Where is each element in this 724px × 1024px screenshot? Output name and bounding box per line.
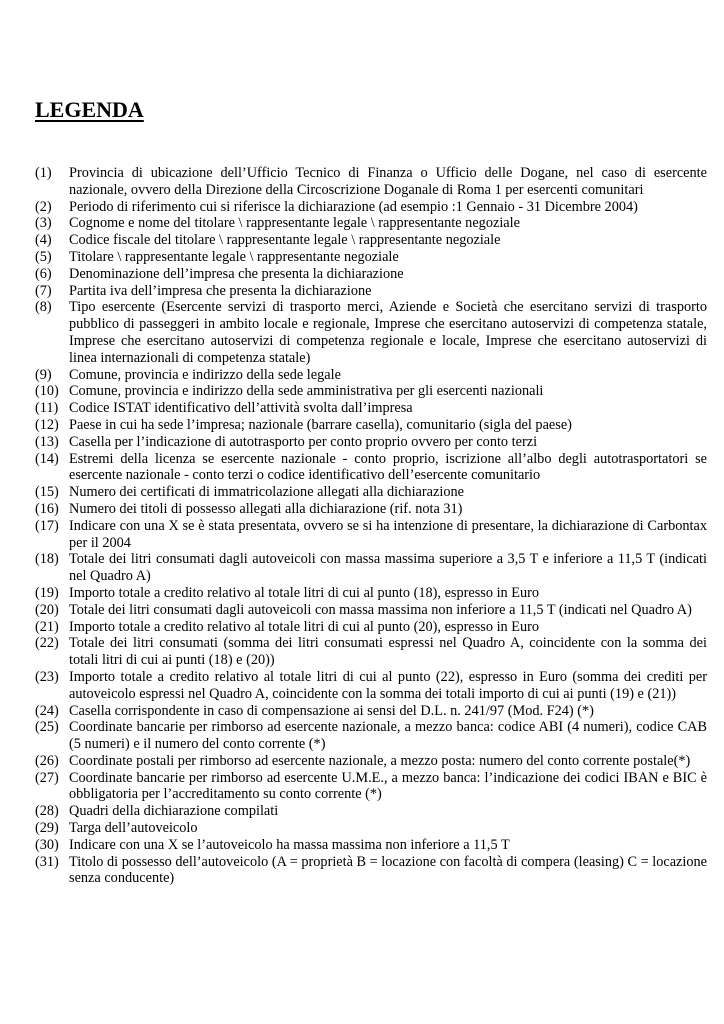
legend-item-text: Casella corrispondente in caso di compensazione ai sensi del D.L. n. 241/97 (Mod. F24) (*) [69, 702, 594, 719]
legend-item-text: Totale dei litri consumati dagli autoveicoli con massa massima non inferiore a 11,5 T (indicati nel Quadro A) [69, 601, 692, 618]
legend-item [35, 400, 707, 417]
legend-item [35, 417, 707, 434]
legend-item-number: (11) [35, 400, 59, 417]
legend-item-number: (29) [35, 820, 59, 837]
legend-item [35, 451, 707, 485]
legend-item-number: (25) [35, 719, 59, 736]
legend-item-text: Importo totale a credito relativo al totale litri di cui al punto (20), espresso in Euro [69, 618, 540, 635]
legend-item-text: Codice fiscale del titolare \ rappresentante legale \ rappresentante negoziale [69, 232, 501, 249]
legend-item [35, 484, 707, 501]
legend-item-number: (14) [35, 450, 59, 467]
legend-item-number: (24) [35, 702, 59, 719]
legend-item-number: (19) [35, 584, 59, 601]
legend-item [35, 635, 707, 669]
legend-item-number: (3) [35, 215, 52, 232]
legend-item [35, 585, 707, 602]
legend-item-text: Provincia di ubicazione dell’Ufficio Tecnico di Finanza o Ufficio delle Dogane, nel caso di esercente nazionale, ovvero della Direzione della Circoscrizione Doganale di Roma 1 per esercenti comunitari [69, 165, 707, 198]
legend-item-text: Titolare \ rappresentante legale \ rappresentante negoziale [69, 248, 399, 265]
legend-item [35, 215, 707, 232]
legend-item-number: (30) [35, 836, 59, 853]
legend-item-text: Estremi della licenza se esercente nazionale - conto proprio, iscrizione all’albo degli autotrasportatori se esercente nazionale - conto terzi o codice identificativo dell’esercente comunitario [69, 450, 707, 484]
legend-item [35, 602, 707, 619]
legend-item [35, 165, 707, 199]
legend-item-text: Comune, provincia e indirizzo della sede legale [69, 366, 341, 383]
legend-item-text: Codice ISTAT identificativo dell’attività svolta dall’impresa [69, 400, 413, 417]
legend-item-number: (16) [35, 500, 59, 517]
legend-item-number: (6) [35, 265, 52, 282]
legend-item-text: Coordinate bancarie per rimborso ad esercente nazionale, a mezzo banca: codice ABI (4 numeri), codice CAB (5 numeri) e il numero del conto corrente (*) [69, 719, 707, 753]
legend-item-text: Periodo di riferimento cui si riferisce la dichiarazione (ad esempio :1 Gennaio - 31 Dicembre 2004) [69, 198, 638, 215]
legend-item [35, 669, 707, 703]
legend-item-number: (23) [35, 668, 59, 685]
legend-item [35, 803, 707, 820]
legend-item-text: Comune, provincia e indirizzo della sede amministrativa per gli esercenti nazionali [69, 383, 544, 400]
legend-item-number: (22) [35, 635, 59, 652]
legend-item-number: (28) [35, 803, 59, 820]
legend-item-text: Paese in cui ha sede l’impresa; nazionale (barrare casella), comunitario (sigla del paese) [69, 416, 572, 433]
legend-item [35, 232, 707, 249]
legend-item [35, 434, 707, 451]
legend-item-number: (26) [35, 752, 59, 769]
legend-item-number: (17) [35, 517, 59, 534]
legend-item-number: (2) [35, 198, 52, 215]
legend-item [35, 501, 707, 518]
legend-item-number: (9) [35, 366, 52, 383]
legend-item-text: Coordinate bancarie per rimborso ad esercente U.M.E., a mezzo banca: l’indicazione dei codici IBAN e BIC è obbligatoria per l’accreditamento su conto corrente (*) [69, 769, 707, 803]
legend-item [35, 199, 707, 216]
legend-item [35, 518, 707, 552]
legend-item-number: (18) [35, 551, 59, 568]
legend-item [35, 299, 707, 366]
legend-item-text: Coordinate postali per rimborso ad esercente nazionale, a mezzo posta: numero del conto corrente postale(*) [69, 752, 691, 769]
legend-item-number: (12) [35, 416, 59, 433]
legend-item [35, 551, 707, 585]
legend-item-text: Titolo di possesso dell’autoveicolo (A = proprietà B = locazione con facoltà di compera (leasing) C = locazione senza conducente) [69, 853, 707, 887]
legend-item [35, 719, 707, 753]
legend-item [35, 283, 707, 300]
legend-item-number: (1) [35, 165, 52, 181]
legend-item [35, 770, 707, 804]
legend-item-text: Partita iva dell’impresa che presenta la dichiarazione [69, 282, 372, 299]
legend-item-number: (10) [35, 383, 59, 400]
legend-item-number: (20) [35, 601, 59, 618]
legend-item [35, 753, 707, 770]
legend-list [35, 165, 707, 887]
legend-item-text: Targa dell’autoveicolo [69, 820, 198, 837]
legend-item-text: Denominazione dell’impresa che presenta la dichiarazione [69, 265, 404, 282]
legend-item-number: (13) [35, 433, 59, 450]
legend-item [35, 703, 707, 720]
legend-item-text: Indicare con una X se l’autoveicolo ha massa massima non inferiore a 11,5 T [69, 836, 510, 853]
legend-item-number: (7) [35, 282, 52, 299]
legend-item-number: (5) [35, 248, 52, 265]
legend-item [35, 619, 707, 636]
legend-item-text: Totale dei litri consumati dagli autoveicoli con massa massima superiore a 3,5 T e inferiore a 11,5 T (indicati nel Quadro A) [69, 551, 707, 585]
legend-item [35, 383, 707, 400]
legend-item-text: Tipo esercente (Esercente servizi di trasporto merci, Aziende e Società che esercitano servizi di trasporto pubblico di passeggeri in ambito locale e regionale, Imprese che esercitano autoservizi di competenza statale, Imprese che esercitano autoservizi di competenza regionale e locale, Imprese che esercitano autoservizi di linea internazionali di competenza statale) [69, 299, 707, 366]
legend-item-text: Numero dei certificati di immatricolazione allegati alla dichiarazione [69, 484, 464, 501]
page-title: LEGENDA [35, 97, 144, 122]
legend-item [35, 249, 707, 266]
legend-item-text: Indicare con una X se è stata presentata, ovvero se si ha intenzione di presentare, la dichiarazione di Carbontax per il 2004 [69, 517, 707, 551]
legend-item-text: Casella per l’indicazione di autotrasporto per conto proprio ovvero per conto terzi [69, 433, 538, 450]
legend-item-text: Importo totale a credito relativo al totale litri di cui al punto (18), espresso in Euro [69, 584, 540, 601]
legend-item-number: (21) [35, 618, 59, 635]
legend-item [35, 854, 707, 888]
legend-item [35, 820, 707, 837]
legend-item-text: Cognome e nome del titolare \ rappresentante legale \ rappresentante negoziale [69, 215, 520, 232]
legend-item [35, 367, 707, 384]
legend-item [35, 837, 707, 854]
legend-item-text: Numero dei titoli di possesso allegati alla dichiarazione (rif. nota 31) [69, 500, 463, 517]
legend-item-text: Importo totale a credito relativo al totale litri di cui al punto (22), espresso in Euro (somma dei crediti per autoveicolo espressi nel Quadro A, coincidente con la somma dei totali importo di cui ai punti (19) e (21)) [69, 668, 707, 702]
legend-item-number: (27) [35, 769, 59, 786]
legend-item-text: Quadri della dichiarazione compilati [69, 803, 279, 820]
legend-item-number: (8) [35, 299, 52, 316]
legend-item-number: (31) [35, 853, 59, 870]
legend-item-text: Totale dei litri consumati (somma dei litri consumati espressi nel Quadro A, coincidente con la somma dei totali litri di cui ai punti (18) e (20)) [69, 635, 707, 669]
legend-item [35, 266, 707, 283]
legend-item-number: (15) [35, 484, 59, 501]
legend-item-number: (4) [35, 232, 52, 249]
